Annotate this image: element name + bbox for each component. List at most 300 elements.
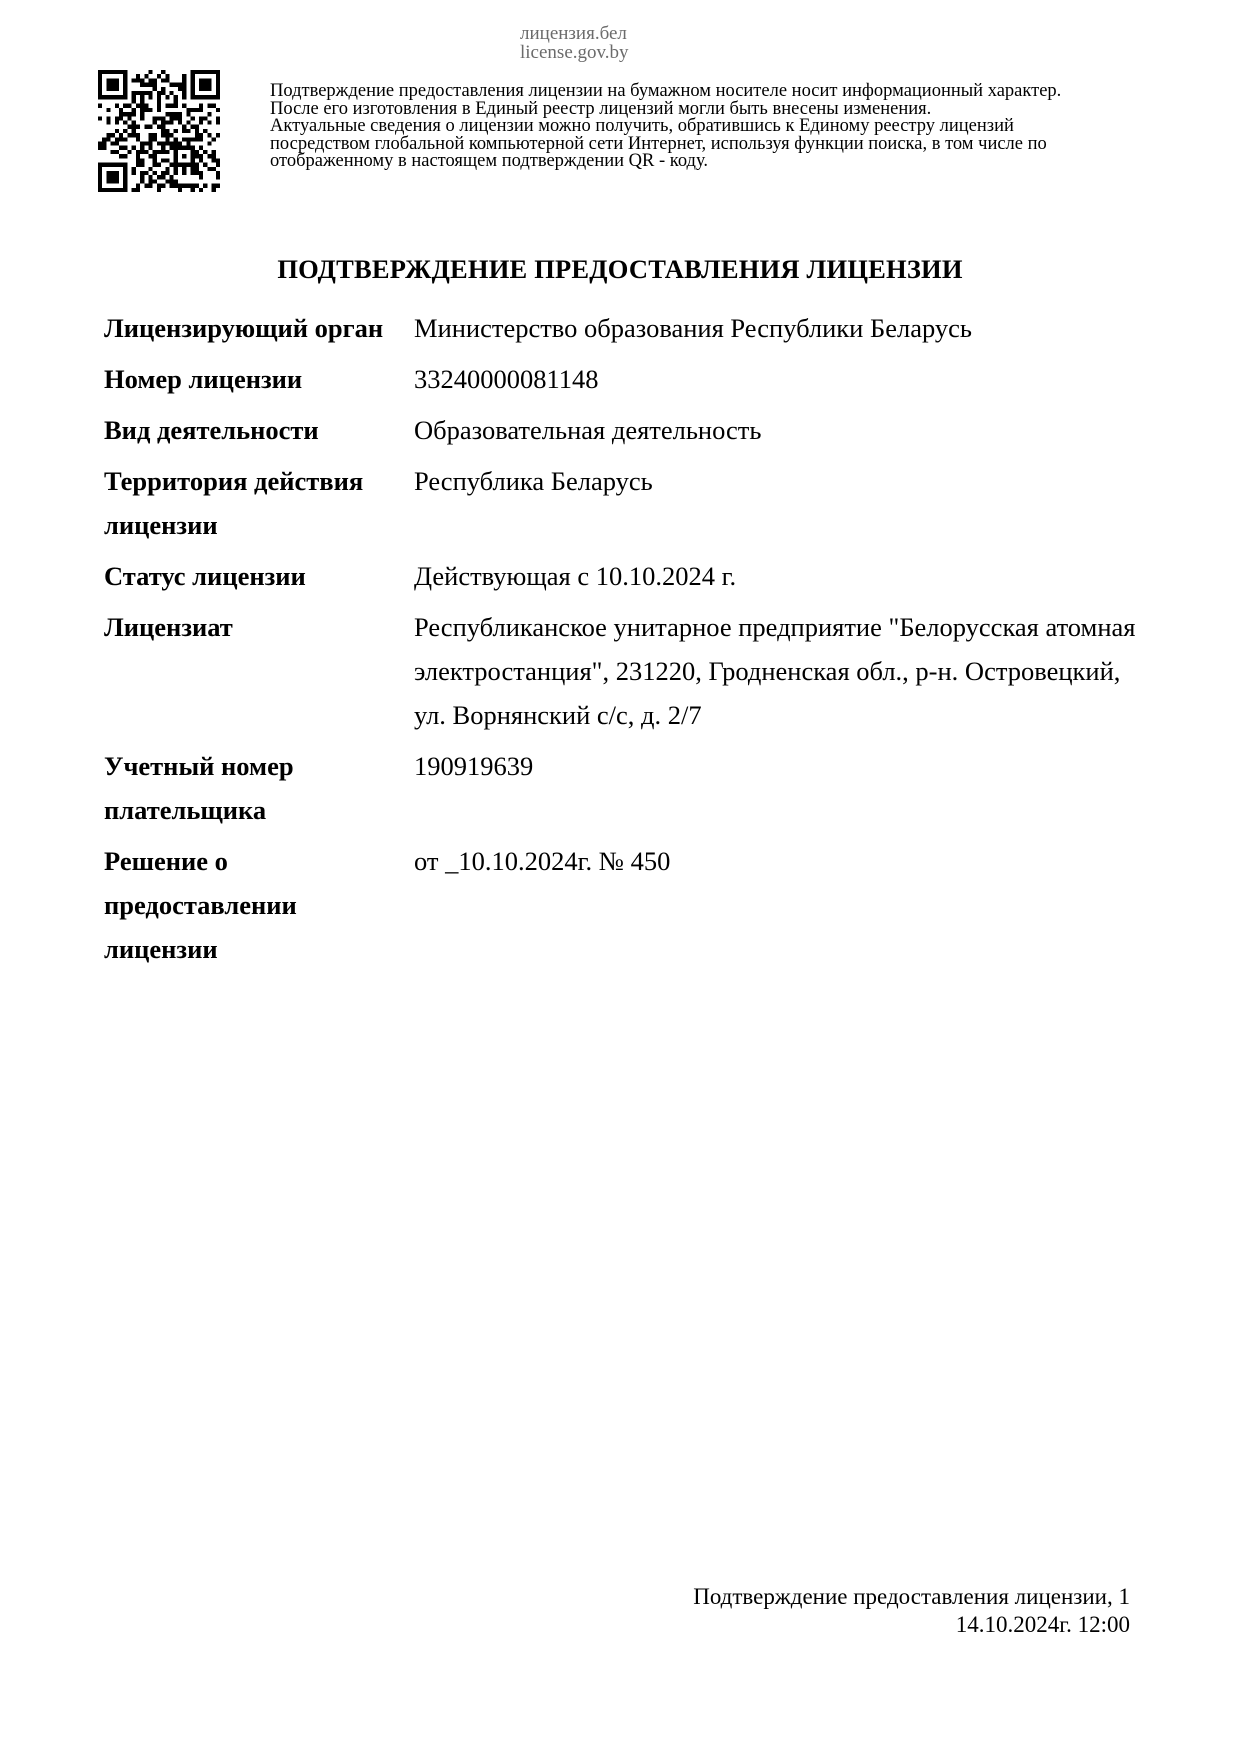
qr-module — [170, 104, 174, 108]
qr-module — [111, 179, 115, 183]
qr-module — [144, 108, 148, 112]
qr-module — [203, 150, 207, 154]
qr-module — [144, 142, 148, 146]
qr-module — [115, 83, 119, 87]
qr-module — [182, 91, 186, 95]
qr-module — [98, 163, 102, 167]
qr-module — [182, 125, 186, 129]
qr-module — [115, 78, 119, 82]
qr-module — [191, 125, 195, 129]
qr-module — [127, 150, 131, 154]
qr-module — [170, 133, 174, 137]
qr-module — [153, 78, 157, 82]
qr-module — [144, 83, 148, 87]
qr-module — [216, 116, 220, 120]
qr-module — [174, 150, 178, 154]
disclaimer — [270, 83, 1170, 171]
qr-module — [148, 154, 152, 158]
qr-module — [165, 74, 169, 78]
qr-module — [123, 78, 127, 82]
qr-module — [136, 104, 140, 108]
qr-module — [170, 116, 174, 120]
qr-module — [174, 129, 178, 133]
qr-module — [157, 99, 161, 103]
qr-module — [98, 70, 102, 74]
qr-module — [148, 184, 152, 188]
qr-module — [186, 129, 190, 133]
qr-module — [161, 142, 165, 146]
qr-module — [178, 188, 182, 192]
qr-module — [199, 87, 203, 91]
qr-module — [102, 95, 106, 99]
qr-module — [174, 167, 178, 171]
qr-module — [165, 179, 169, 183]
qr-module — [98, 116, 102, 120]
qr-module — [199, 137, 203, 141]
qr-module — [144, 125, 148, 129]
qr-module — [115, 142, 119, 146]
qr-module — [98, 171, 102, 175]
field-row-license-number — [104, 357, 1144, 408]
qr-module — [119, 112, 123, 116]
qr-module — [216, 120, 220, 124]
qr-module — [186, 146, 190, 150]
qr-module — [195, 171, 199, 175]
qr-module — [98, 91, 102, 95]
qr-module — [178, 146, 182, 150]
qr-module — [195, 163, 199, 167]
qr-module — [123, 95, 127, 99]
qr-module — [216, 158, 220, 162]
qr-module — [144, 91, 148, 95]
qr-module — [115, 163, 119, 167]
qr-module — [178, 142, 182, 146]
qr-module — [191, 163, 195, 167]
qr-module — [144, 150, 148, 154]
qr-module — [165, 171, 169, 175]
qr-module — [165, 112, 169, 116]
qr-module — [174, 116, 178, 120]
qr-module — [186, 108, 190, 112]
qr-module — [132, 112, 136, 116]
qr-module — [115, 95, 119, 99]
qr-module — [140, 78, 144, 82]
qr-module — [165, 167, 169, 171]
qr-module — [115, 179, 119, 183]
qr-module — [123, 87, 127, 91]
qr-module — [161, 175, 165, 179]
qr-module — [174, 158, 178, 162]
qr-module — [111, 83, 115, 87]
qr-module — [148, 108, 152, 112]
qr-module — [212, 154, 216, 158]
qr-module — [157, 175, 161, 179]
qr-module — [170, 112, 174, 116]
qr-module — [123, 175, 127, 179]
qr-module — [216, 91, 220, 95]
qr-module — [136, 137, 140, 141]
qr-module — [199, 146, 203, 150]
disclaimer-line: Подтверждение предоставления лицензии на бумажном носителе носит информационный характер. — [270, 81, 1062, 101]
qr-module — [132, 171, 136, 175]
qr-module — [178, 163, 182, 167]
field-row-license-status — [104, 554, 1144, 605]
qr-module — [148, 179, 152, 183]
qr-module — [119, 154, 123, 158]
qr-module — [153, 171, 157, 175]
qr-module — [136, 158, 140, 162]
qr-module — [165, 104, 169, 108]
qr-module — [195, 150, 199, 154]
qr-module — [191, 188, 195, 192]
qr-module — [132, 133, 136, 137]
qr-module — [148, 83, 152, 87]
qr-module — [195, 129, 199, 133]
qr-module — [140, 83, 144, 87]
qr-module — [178, 87, 182, 91]
qr-module — [119, 108, 123, 112]
qr-module — [136, 184, 140, 188]
qr-module — [216, 70, 220, 74]
field-value: от _10.10.2024г. № 450 — [414, 846, 671, 876]
qr-code-icon — [98, 70, 220, 192]
qr-module — [161, 158, 165, 162]
qr-module — [203, 129, 207, 133]
qr-module — [170, 142, 174, 146]
qr-module — [161, 146, 165, 150]
qr-module — [161, 78, 165, 82]
qr-module — [216, 83, 220, 87]
qr-module — [174, 142, 178, 146]
qr-module — [106, 179, 110, 183]
qr-module — [148, 95, 152, 99]
qr-module — [212, 137, 216, 141]
field-label: Номер лицензии — [104, 364, 303, 394]
qr-module — [195, 125, 199, 129]
qr-module — [191, 74, 195, 78]
qr-module — [148, 137, 152, 141]
qr-module — [165, 95, 169, 99]
qr-module — [207, 83, 211, 87]
qr-module — [157, 108, 161, 112]
qr-module — [199, 104, 203, 108]
document-title: ПОДТВЕРЖДЕНИЕ ПРЕДОСТАВЛЕНИЯ ЛИЦЕНЗИИ — [277, 254, 963, 284]
qr-module — [115, 129, 119, 133]
qr-module — [111, 87, 115, 91]
qr-module — [191, 137, 195, 141]
qr-module — [98, 87, 102, 91]
qr-module — [106, 137, 110, 141]
qr-module — [182, 154, 186, 158]
qr-module — [119, 163, 123, 167]
qr-module — [170, 163, 174, 167]
qr-module — [106, 108, 110, 112]
qr-module — [144, 184, 148, 188]
qr-module — [144, 74, 148, 78]
qr-module — [106, 83, 110, 87]
field-row-taxpayer-number — [104, 744, 1144, 839]
qr-module — [115, 87, 119, 91]
qr-module — [174, 83, 178, 87]
qr-module — [102, 146, 106, 150]
qr-module — [182, 78, 186, 82]
qr-module — [127, 125, 131, 129]
disclaimer-line: После его изготовления в Единый реестр лицензий могли быть внесены изменения. — [270, 98, 932, 119]
disclaimer-line: отображенному в настоящем подтверждении QR - коду. — [270, 151, 708, 171]
qr-module — [170, 83, 174, 87]
qr-module — [182, 83, 186, 87]
field-label: Учетный номер плательщика — [104, 751, 294, 825]
qr-module — [123, 112, 127, 116]
field-row-decision — [104, 839, 1144, 978]
qr-module — [98, 184, 102, 188]
qr-module — [119, 95, 123, 99]
qr-module — [161, 129, 165, 133]
qr-module — [212, 184, 216, 188]
qr-module — [216, 133, 220, 137]
qr-module — [132, 95, 136, 99]
qr-module — [174, 154, 178, 158]
qr-module — [140, 95, 144, 99]
qr-module — [127, 104, 131, 108]
qr-module — [216, 74, 220, 78]
qr-module — [123, 74, 127, 78]
qr-module — [165, 78, 169, 82]
qr-module — [106, 70, 110, 74]
qr-module — [115, 188, 119, 192]
qr-module — [132, 146, 136, 150]
qr-module — [170, 179, 174, 183]
qr-module — [186, 137, 190, 141]
qr-module — [216, 175, 220, 179]
qr-module — [98, 188, 102, 192]
qr-module — [178, 116, 182, 120]
qr-module — [199, 108, 203, 112]
qr-module — [170, 184, 174, 188]
qr-module — [161, 120, 165, 124]
field-label: Лицензирующий орган — [104, 313, 384, 343]
qr-module — [191, 116, 195, 120]
site-link-cyrillic[interactable]: лицензия.бел — [520, 23, 627, 44]
qr-module — [115, 137, 119, 141]
qr-module — [157, 142, 161, 146]
qr-module — [153, 87, 157, 91]
qr-module — [212, 188, 216, 192]
qr-module — [191, 108, 195, 112]
site-link-latin[interactable]: license.gov.by — [520, 42, 629, 63]
qr-module — [207, 112, 211, 116]
qr-module — [115, 120, 119, 124]
qr-module — [216, 108, 220, 112]
qr-module — [191, 167, 195, 171]
qr-module — [157, 125, 161, 129]
disclaimer-line: Актуальные сведения о лицензии можно получить, обратившись к Единому реестру лицензий — [270, 116, 1014, 136]
qr-module — [195, 137, 199, 141]
qr-module — [123, 91, 127, 95]
qr-module — [186, 184, 190, 188]
qr-module — [115, 70, 119, 74]
qr-module — [203, 163, 207, 167]
qr-module — [123, 184, 127, 188]
qr-module — [119, 137, 123, 141]
qr-module — [212, 158, 216, 162]
field-label: Решение о предоставлении лицензии — [104, 846, 297, 964]
qr-module — [191, 146, 195, 150]
qr-module — [132, 129, 136, 133]
qr-module — [216, 184, 220, 188]
qr-module — [191, 150, 195, 154]
qr-module — [106, 133, 110, 137]
qr-module — [157, 188, 161, 192]
qr-module — [195, 108, 199, 112]
qr-module — [174, 184, 178, 188]
qr-module — [127, 133, 131, 137]
qr-module — [216, 78, 220, 82]
qr-module — [191, 154, 195, 158]
qr-module — [140, 112, 144, 116]
qr-module — [123, 120, 127, 124]
site-links — [520, 24, 629, 62]
qr-module — [98, 95, 102, 99]
field-value: Республика Беларусь — [414, 466, 653, 496]
disclaimer-line: посредством глобальной компьютерной сети Интернет, используя функции поиска, в том числе по — [270, 133, 1047, 154]
qr-module — [148, 70, 152, 74]
qr-module — [157, 104, 161, 108]
qr-module — [106, 175, 110, 179]
qr-module — [174, 146, 178, 150]
qr-module — [165, 129, 169, 133]
footer-page-label: Подтверждение предоставления лицензии, 1 — [693, 1584, 1130, 1609]
qr-module — [165, 142, 169, 146]
qr-module — [157, 150, 161, 154]
qr-module — [132, 167, 136, 171]
qr-module — [165, 120, 169, 124]
qr-module — [148, 146, 152, 150]
field-row-licensing-authority — [104, 306, 1144, 357]
qr-module — [111, 78, 115, 82]
qr-module — [203, 78, 207, 82]
qr-module — [98, 74, 102, 78]
qr-module — [199, 171, 203, 175]
qr-module — [182, 163, 186, 167]
qr-module — [136, 74, 140, 78]
qr-module — [140, 163, 144, 167]
qr-module — [148, 167, 152, 171]
qr-module — [203, 116, 207, 120]
qr-module — [170, 120, 174, 124]
qr-module — [174, 104, 178, 108]
qr-module — [98, 83, 102, 87]
qr-module — [161, 171, 165, 175]
qr-module — [182, 74, 186, 78]
qr-module — [102, 137, 106, 141]
qr-module — [207, 104, 211, 108]
qr-module — [140, 104, 144, 108]
qr-module — [182, 129, 186, 133]
qr-module — [115, 104, 119, 108]
qr-module — [136, 154, 140, 158]
qr-module — [115, 171, 119, 175]
qr-module — [111, 188, 115, 192]
qr-module — [111, 142, 115, 146]
qr-module — [182, 104, 186, 108]
qr-module — [98, 78, 102, 82]
qr-module — [170, 146, 174, 150]
qr-module — [216, 171, 220, 175]
qr-module — [123, 83, 127, 87]
qr-module — [140, 175, 144, 179]
field-row-territory — [104, 459, 1144, 554]
qr-module — [174, 112, 178, 116]
qr-module — [115, 150, 119, 154]
qr-module — [170, 175, 174, 179]
qr-module — [207, 78, 211, 82]
qr-module — [191, 70, 195, 74]
qr-module — [161, 70, 165, 74]
qr-module — [127, 112, 131, 116]
qr-module — [203, 95, 207, 99]
qr-module — [216, 95, 220, 99]
qr-module — [127, 116, 131, 120]
qr-module — [178, 83, 182, 87]
qr-module — [106, 116, 110, 120]
qr-module — [140, 158, 144, 162]
qr-module — [119, 133, 123, 137]
qr-module — [191, 91, 195, 95]
field-value: Образовательная деятельность — [414, 415, 762, 445]
qr-module — [199, 158, 203, 162]
qr-module — [140, 142, 144, 146]
qr-module — [153, 137, 157, 141]
qr-module — [212, 104, 216, 108]
qr-module — [195, 154, 199, 158]
qr-module — [182, 137, 186, 141]
qr-module — [123, 70, 127, 74]
qr-module — [165, 137, 169, 141]
qr-module — [106, 78, 110, 82]
qr-module — [182, 167, 186, 171]
qr-module — [123, 188, 127, 192]
qr-module — [106, 188, 110, 192]
qr-module — [207, 120, 211, 124]
qr-module — [153, 120, 157, 124]
qr-module — [199, 120, 203, 124]
qr-module — [132, 125, 136, 129]
field-value: 190919639 — [414, 751, 534, 781]
qr-module — [123, 129, 127, 133]
qr-module — [178, 184, 182, 188]
qr-module — [140, 91, 144, 95]
qr-module — [199, 188, 203, 192]
qr-module — [182, 184, 186, 188]
qr-module — [161, 184, 165, 188]
qr-module — [195, 95, 199, 99]
qr-module — [199, 95, 203, 99]
qr-module — [140, 116, 144, 120]
qr-module — [182, 146, 186, 150]
qr-module — [174, 179, 178, 183]
qr-module — [186, 120, 190, 124]
qr-module — [212, 150, 216, 154]
qr-module — [123, 146, 127, 150]
qr-module — [132, 91, 136, 95]
qr-module — [195, 167, 199, 171]
field-label: Статус лицензии — [104, 561, 306, 591]
qr-module — [174, 95, 178, 99]
qr-module — [199, 133, 203, 137]
qr-module — [115, 175, 119, 179]
qr-module — [123, 137, 127, 141]
